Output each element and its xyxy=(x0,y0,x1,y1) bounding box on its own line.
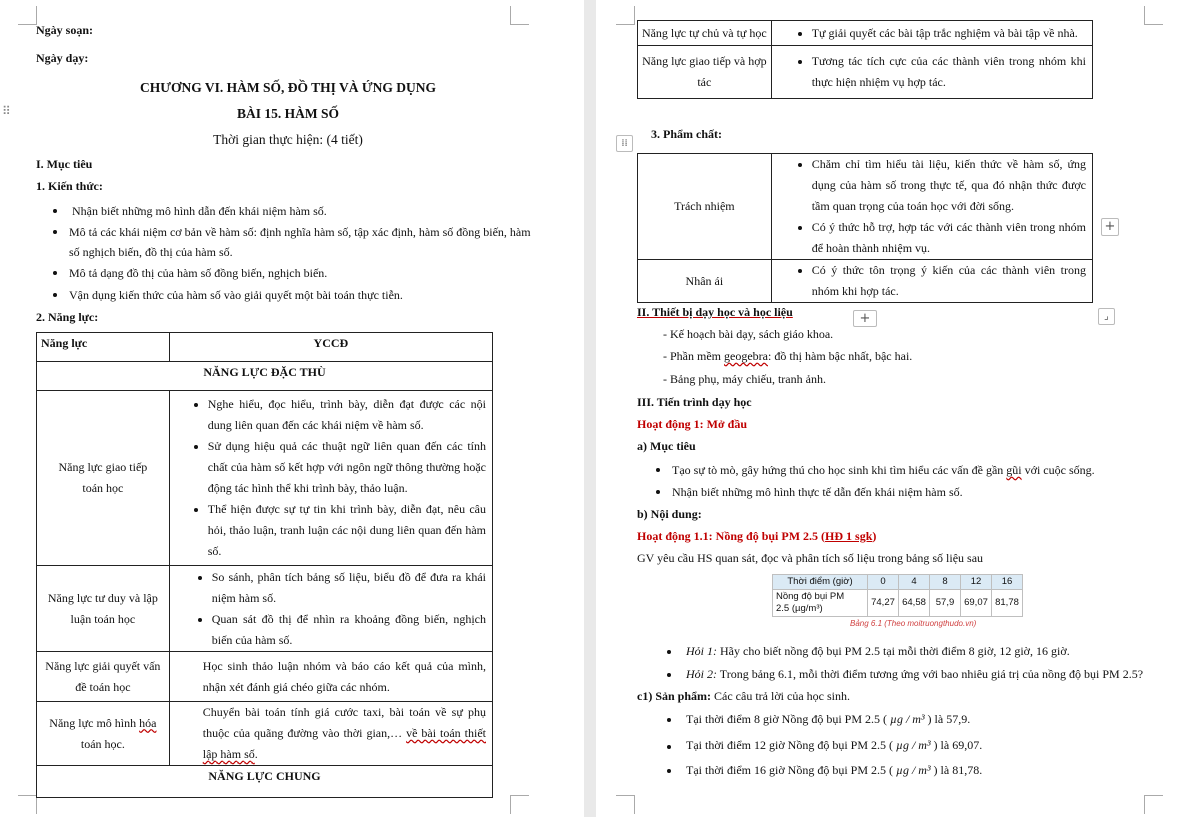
kien-thuc-item: Mô tả dạng đồ thị của hàm số đồng biến, nghịch biến. xyxy=(69,266,328,280)
kien-thuc-item: Mô tả các khái niệm cơ bản về hàm số: định nghĩa hàm số, tập xác định, hàm số đồng biến, hàm xyxy=(69,225,531,239)
table-resize-icon[interactable]: ⌟ xyxy=(1098,308,1115,325)
lesson-title: BÀI 15. HÀM SỐ xyxy=(236,106,339,121)
pm-row-label: Nồng độ bụi PM 2.5 (µg/m³) xyxy=(773,590,868,617)
bullet-icon xyxy=(667,745,671,749)
add-row-icon[interactable]: + xyxy=(853,310,877,327)
pm-value-cell: 64,58 xyxy=(899,590,930,617)
page-corner-mark xyxy=(510,6,529,25)
pm-header-cell: 8 xyxy=(930,575,961,590)
pm-header-cell: 12 xyxy=(961,575,992,590)
table-row-name: Năng lực tư duy và lập luận toán học xyxy=(37,566,170,652)
ngay-soan-label: Ngày soạn: xyxy=(36,23,94,37)
answer-item: Tại thời điểm 16 giờ Nồng độ bụi PM 2.5 ( µg / m³ ) là 81,78. xyxy=(686,763,983,777)
table-row-name: Trách nhiệm xyxy=(638,154,772,260)
table-section-dac-thu: NĂNG LỰC ĐẶC THÙ xyxy=(37,362,493,391)
page-corner-mark xyxy=(1144,6,1163,25)
bullet-icon xyxy=(53,293,57,297)
muc-tieu-item: Tạo sự tò mò, gây hứng thú cho học sinh khi tìm hiểu các vấn đề gần gũi với cuộc sống. xyxy=(672,463,1095,477)
table-row-content xyxy=(169,566,492,652)
pm-value-cell: 81,78 xyxy=(992,590,1023,617)
table-row-content xyxy=(169,391,492,566)
page-corner-mark xyxy=(18,6,37,25)
drag-handle-icon[interactable]: ⠿ xyxy=(2,104,10,118)
table-row-item: • Tương tác tích cực của các thành viên trong nhóm khi thực hiện nhiệm vụ hợp tác. xyxy=(812,51,1086,93)
duration-text: Thời gian thực hiện: (4 tiết) xyxy=(213,132,363,147)
thiet-bi-item: - Kế hoạch bài dạy, sách giáo khoa. xyxy=(663,327,834,341)
bullet-icon xyxy=(667,673,671,677)
table-row-content xyxy=(771,21,1092,46)
kien-thuc-item: Nhận biết những mô hình dẫn đến khái niệm hàm số. xyxy=(72,204,327,218)
table-row-item: • Có ý thức tôn trọng ý kiến của các thành viên trong nhóm khi hợp tác. xyxy=(812,260,1086,302)
noi-dung-heading: b) Nội dung: xyxy=(637,507,702,521)
table-row-content: Học sinh thảo luận nhóm và báo cáo kết quả của mình, nhận xét đánh giá chéo giữa các nhóm. xyxy=(169,652,492,702)
add-column-icon[interactable]: + xyxy=(1101,218,1119,236)
table-header-nang-luc: Năng lực xyxy=(37,333,170,362)
page-corner-mark xyxy=(616,795,635,814)
table-row-item: • Nghe hiểu, đọc hiểu, trình bày, diễn đạt được các nội dung liên quan đến các khái niệm về hàm số. xyxy=(208,394,486,436)
table-row-item: • Chăm chỉ tìm hiểu tài liệu, kiến thức về hàm số, ứng dụng của hàm số trong thực tế, qua đó nhận thức được tầm quan trọng của toán học với đời sống. xyxy=(812,154,1086,217)
table-row-content xyxy=(771,260,1092,303)
muc-tieu-item: Nhận biết những mô hình thực tế dẫn đến khái niệm hàm số. xyxy=(672,485,963,499)
pm25-data-table xyxy=(772,574,1023,617)
table-move-handle-icon[interactable]: ⁞⁞ xyxy=(616,135,633,152)
page-corner-mark xyxy=(616,6,635,25)
pm-value-cell: 69,07 xyxy=(961,590,992,617)
table-row-item: • Tự giải quyết các bài tập trắc nghiệm và bài tập về nhà. xyxy=(812,23,1088,44)
nang-luc-table xyxy=(36,332,493,798)
pham-chat-table xyxy=(637,153,1093,303)
bullet-icon xyxy=(667,718,671,722)
section-thiet-bi: II. Thiết bị dạy học và học liệu xyxy=(637,305,793,319)
page-corner-mark xyxy=(1144,795,1163,814)
table-row-name: Năng lực giao tiếp toán học xyxy=(37,391,170,566)
pm-table-caption: Bảng 6.1 (Theo moitruongthudo.vn) xyxy=(850,619,977,628)
pm-header-cell: Thời điểm (giờ) xyxy=(773,575,868,590)
section-muc-tieu: I. Mục tiêu xyxy=(36,157,93,171)
section-kien-thuc: 1. Kiến thức: xyxy=(36,179,103,193)
bullet-icon xyxy=(667,650,671,654)
table-section-chung: NĂNG LỰC CHUNG xyxy=(37,766,493,798)
pm-value-cell: 74,27 xyxy=(868,590,899,617)
table-row-item: • Có ý thức hỗ trợ, hợp tác với các thành viên trong nhóm để hoàn thành nhiệm vụ. xyxy=(812,217,1086,259)
table-row-item: • Thể hiện được sự tự tin khi trình bày, diễn đạt, nêu câu hỏi, thảo luận, tranh luận các nội dung liên quan đến hàm số. xyxy=(208,499,486,562)
bullet-icon xyxy=(53,271,57,275)
table-row-content xyxy=(771,154,1092,260)
table-header-yccd: YCCĐ xyxy=(169,333,492,362)
hoat-dong-1-heading: Hoạt động 1: Mở đầu xyxy=(637,417,747,431)
kien-thuc-item: Vận dụng kiến thức của hàm số vào giải quyết một bài toán thực tiễn. xyxy=(69,288,403,302)
table-row-item: • Quan sát đồ thị để nhìn ra khoảng đồng biến, nghịch biến của hàm số. xyxy=(212,609,486,651)
table-row-name: Năng lực mô hình hóa toán học. xyxy=(37,702,170,766)
pm-value-cell: 57,9 xyxy=(930,590,961,617)
pm-header-cell: 16 xyxy=(992,575,1023,590)
pm-header-cell: 0 xyxy=(868,575,899,590)
table-row-name: Năng lực giải quyết vấn đề toán học xyxy=(37,652,170,702)
table-row-item: • Sử dụng hiệu quả các thuật ngữ liên quan đến các tính chất của hàm số kết hợp với ngôn ngữ thông thường hoặc động tác hình thể khi trình bày, thảo luận. xyxy=(208,436,486,499)
thiet-bi-item: - Phần mềm geogebra: đồ thị hàm bậc nhất, bậc hai. xyxy=(663,349,913,363)
hoat-dong-11-heading: Hoạt động 1.1: Nồng độ bụi PM 2.5 (HĐ 1 sgk) xyxy=(637,529,877,543)
answer-item: Tại thời điểm 12 giờ Nồng độ bụi PM 2.5 ( µg / m³ ) là 69,07. xyxy=(686,738,983,752)
bullet-icon xyxy=(53,209,57,213)
bullet-icon xyxy=(656,490,660,494)
ngay-day-label: Ngày dạy: xyxy=(36,51,89,65)
pm-header-cell: 4 xyxy=(899,575,930,590)
section-tien-trinh: III. Tiến trình dạy học xyxy=(637,395,752,409)
table-row-name: Nhân ái xyxy=(638,260,772,303)
bullet-icon xyxy=(656,468,660,472)
table-row-item: • So sánh, phân tích bảng số liệu, biểu đồ để đưa ra khái niệm hàm số. xyxy=(212,567,486,609)
thiet-bi-item: - Bảng phụ, máy chiếu, tranh ảnh. xyxy=(663,372,826,386)
answer-item: Tại thời điểm 8 giờ Nồng độ bụi PM 2.5 ( µg / m³ ) là 57,9. xyxy=(686,712,971,726)
bullet-icon xyxy=(667,769,671,773)
section-nang-luc: 2. Năng lực: xyxy=(36,310,99,324)
table-row-content: Chuyển bài toán tính giá cước taxi, bài toán về sự phụ thuộc của quãng đường vào thời gian,… về bài toán thiết lập hàm số. xyxy=(169,702,492,766)
page-corner-mark xyxy=(510,795,529,814)
document-page-left xyxy=(0,0,584,817)
page-corner-mark xyxy=(18,795,37,814)
document-page-right xyxy=(596,0,1179,817)
table-row-content xyxy=(771,46,1092,99)
question-2: Hỏi 2: Trong bảng 6.1, mỗi thời điểm tương ứng với bao nhiêu giá trị của nồng độ bụi PM 2.5? xyxy=(686,667,1144,681)
question-1: Hỏi 1: Hãy cho biết nồng độ bụi PM 2.5 tại mỗi thời điểm 8 giờ, 12 giờ, 16 giờ. xyxy=(686,644,1070,658)
kien-thuc-item: số nghịch biến, đồ thị của hàm số. xyxy=(69,245,233,259)
muc-tieu-heading: a) Mục tiêu xyxy=(637,439,696,453)
table-row-name: Năng lực giao tiếp và hợp tác xyxy=(638,46,772,99)
chapter-title: CHƯƠNG VI. HÀM SỐ, ĐỒ THỊ VÀ ỨNG DỤNG xyxy=(139,80,437,95)
table-row-name: Năng lực tự chủ và tự học xyxy=(638,21,772,46)
section-pham-chat: 3. Phẩm chất: xyxy=(651,127,722,141)
san-pham-line: c1) Sản phẩm: Các câu trả lời của học sinh. xyxy=(637,689,850,703)
gv-yeu-cau-text: GV yêu cầu HS quan sát, đọc và phân tích số liệu trong bảng số liệu sau xyxy=(637,551,984,565)
bullet-icon xyxy=(53,230,57,234)
nang-luc-chung-table xyxy=(637,20,1093,99)
